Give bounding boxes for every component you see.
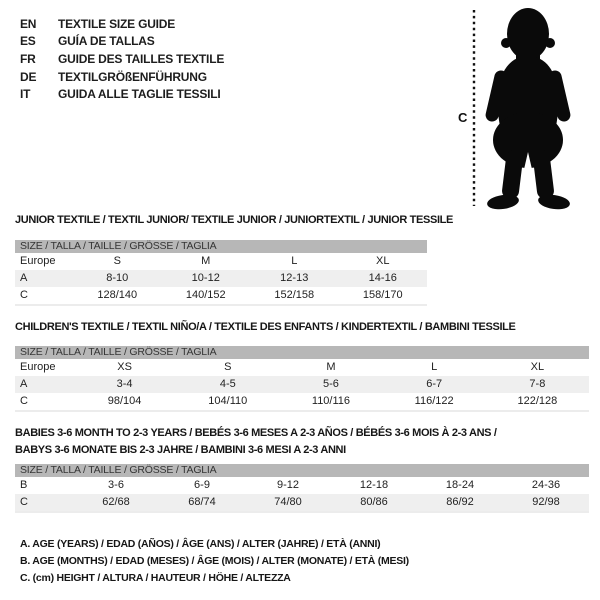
size-cell: 104/110 (208, 395, 248, 407)
junior-size-table (15, 240, 427, 306)
toddler-silhouette-icon (440, 0, 600, 220)
size-cell: 8-10 (106, 272, 129, 284)
size-cell: 74/80 (274, 496, 302, 508)
size-cell: XL (376, 255, 390, 267)
size-cell: 62/68 (102, 496, 130, 508)
size-cell: 68/74 (188, 496, 216, 508)
size-cell: 116/122 (414, 395, 454, 407)
size-header-band: SIZE / TALLA / TAILLE / GRÖSSE / TAGLIA (15, 464, 589, 477)
language-code: ES (20, 34, 36, 49)
language-code: EN (20, 16, 37, 31)
size-cell: 86/92 (446, 496, 474, 508)
language-code: DE (20, 69, 37, 84)
size-cell: 5-6 (323, 378, 339, 390)
table-row (15, 393, 589, 410)
size-cell: 14-16 (368, 272, 397, 284)
row-label: A (20, 272, 28, 284)
language-title: TEXTILGRÖßENFÜHRUNG (58, 69, 207, 84)
size-cell: XS (117, 361, 132, 373)
language-title: GUIDE DES TAILLES TEXTILE (58, 51, 225, 66)
size-header-band: SIZE / TALLA / TAILLE / GRÖSSE / TAGLIA (15, 346, 589, 359)
size-cell: 158/170 (362, 289, 403, 301)
size-cell: 6-9 (194, 479, 210, 491)
size-cell: 6-7 (426, 378, 443, 390)
size-cell: 140/152 (185, 289, 226, 301)
table-row (15, 477, 589, 494)
size-cell: 98/104 (107, 395, 142, 407)
size-cell: S (113, 255, 121, 267)
children-table-title: CHILDREN'S TEXTILE / TEXTIL NIÑO/A / TEXTILE DES ENFANTS / KINDERTEXTIL / BAMBINI TESSILE (15, 321, 516, 333)
row-label: Europe (20, 255, 56, 267)
size-cell: 122/128 (517, 395, 558, 407)
size-cell: 3-4 (116, 378, 133, 390)
row-label: Europe (20, 361, 56, 373)
row-label: C (20, 289, 28, 301)
table-row (15, 287, 427, 304)
size-cell: 18-24 (445, 479, 475, 491)
size-cell: 7-8 (529, 378, 546, 390)
size-cell: 3-6 (108, 479, 124, 491)
size-header-band: SIZE / TALLA / TAILLE / GRÖSSE / TAGLIA (15, 240, 427, 253)
size-cell: XL (530, 361, 545, 373)
table-row (15, 270, 427, 287)
size-cell: 80/86 (360, 496, 388, 508)
size-cell: M (326, 361, 336, 373)
language-code: FR (20, 51, 36, 66)
babies-size-table (15, 464, 589, 513)
babies-table-title-line1: BABIES 3-6 MONTH TO 2-3 YEARS / BEBÉS 3-6 MESES A 2-3 AÑOS / BÉBÉS 3-6 MOIS À 2-3 ANS / (15, 427, 497, 439)
size-cell: 12-13 (280, 272, 309, 284)
table-row (15, 359, 589, 376)
size-cell: 128/140 (97, 289, 138, 301)
language-row (20, 50, 224, 68)
language-header (20, 15, 224, 103)
language-row (20, 33, 224, 51)
table-row (15, 376, 589, 393)
size-cell: M (201, 255, 211, 267)
babies-table-title (15, 425, 497, 458)
language-title: GUIDA ALLE TAGLIE TESSILI (58, 87, 221, 102)
language-title: TEXTILE SIZE GUIDE (58, 16, 176, 31)
children-size-table (15, 346, 589, 412)
size-cell: 92/98 (532, 496, 560, 508)
table-row (15, 253, 427, 270)
language-row (20, 15, 224, 33)
legend-line-b: B. AGE (MONTHS) / EDAD (MESES) / ÂGE (MOIS) / ALTER (MONATE) / ETÀ (MESI) (20, 555, 409, 568)
height-figure (440, 0, 600, 220)
row-label: B (20, 479, 28, 491)
size-cell: 152/158 (274, 289, 315, 301)
height-measure-label: C (458, 110, 468, 125)
toddler-silhouette-shape (484, 8, 571, 211)
size-cell: 110/116 (311, 395, 351, 407)
size-cell: 9-12 (276, 479, 300, 491)
language-title: GUÍA DE TALLAS (58, 34, 155, 49)
size-cell: 12-18 (359, 479, 389, 491)
language-row (20, 68, 224, 86)
row-label: C (20, 496, 28, 508)
babies-table-title-line2: BABYS 3-6 MONATE BIS 2-3 JAHRE / BAMBINI 3-6 MESI A 2-3 ANNI (15, 443, 346, 456)
legend-line-a: A. AGE (YEARS) / EDAD (AÑOS) / ÂGE (ANS) / ALTER (JAHRE) / ETÀ (ANNI) (20, 538, 381, 550)
size-cell: 4-5 (219, 378, 236, 390)
row-label: C (20, 395, 28, 407)
table-row (15, 494, 589, 511)
language-row (20, 85, 224, 103)
size-cell: 10-12 (191, 272, 220, 284)
size-cell: 24-36 (531, 479, 561, 491)
legend-line-c: C. (cm) HEIGHT / ALTURA / HAUTEUR / HÖHE / ALTEZZA (20, 572, 291, 585)
junior-table-title: JUNIOR TEXTILE / TEXTIL JUNIOR/ TEXTILE JUNIOR / JUNIORTEXTIL / JUNIOR TESSILE (15, 214, 454, 226)
measurement-legend (20, 536, 409, 588)
size-cell: S (224, 361, 232, 373)
language-code: IT (20, 87, 31, 102)
size-cell: L (291, 255, 298, 267)
size-cell: L (431, 361, 438, 373)
row-label: A (20, 378, 28, 390)
